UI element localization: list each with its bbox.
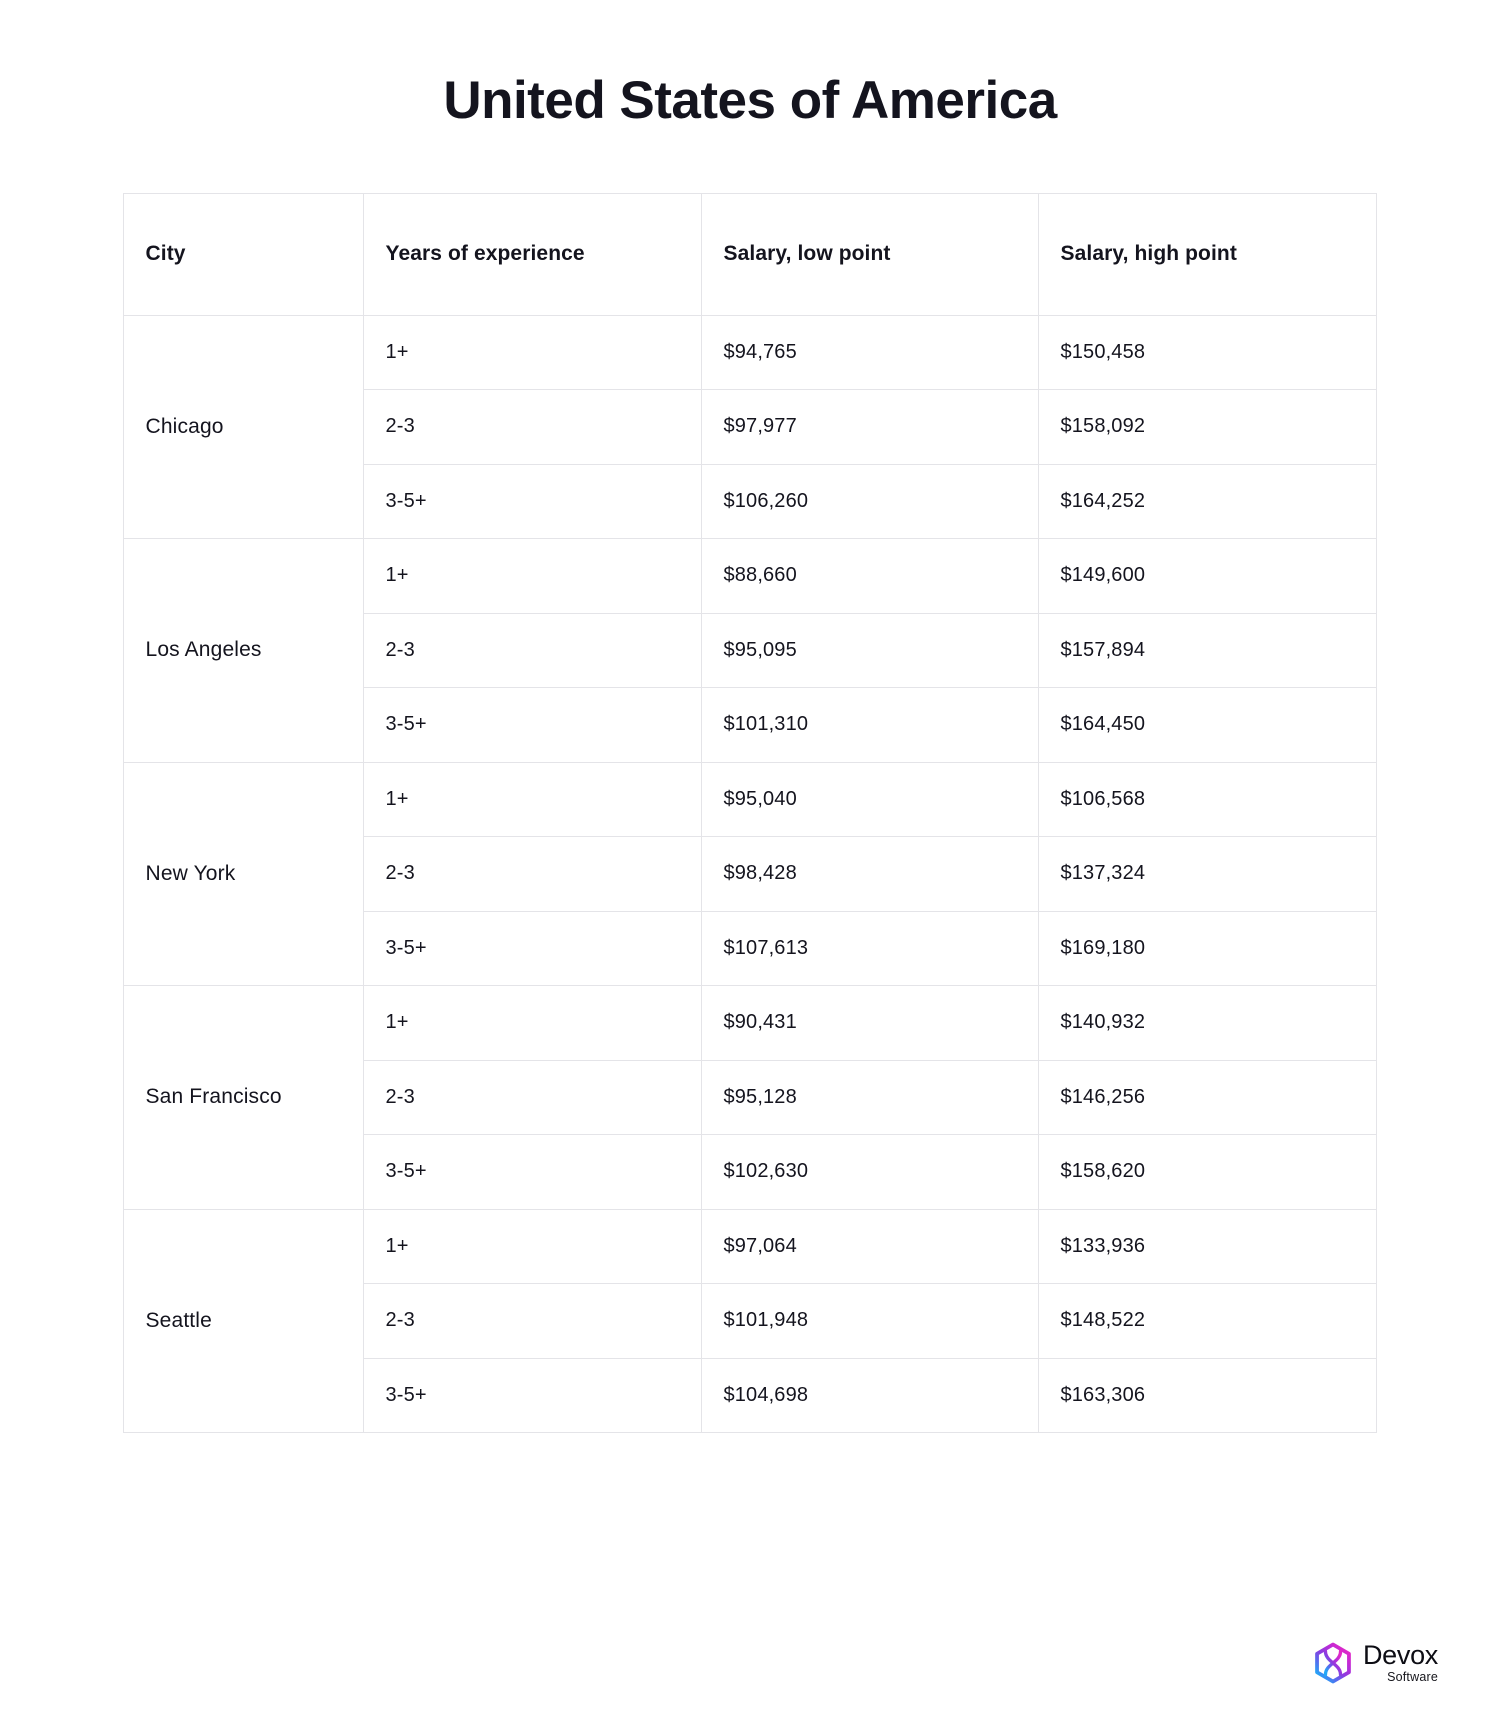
cell-salary-low: $88,660 bbox=[701, 539, 1038, 614]
cell-salary-low: $104,698 bbox=[701, 1358, 1038, 1433]
cell-experience: 2-3 bbox=[363, 613, 701, 688]
cell-salary-low: $94,765 bbox=[701, 315, 1038, 390]
cell-city: San Francisco bbox=[123, 986, 363, 1210]
cell-salary-high: $157,894 bbox=[1038, 613, 1376, 688]
column-header-experience: Years of experience bbox=[363, 193, 701, 315]
cell-salary-low: $97,977 bbox=[701, 390, 1038, 465]
cell-city: Seattle bbox=[123, 1209, 363, 1433]
cell-salary-low: $95,040 bbox=[701, 762, 1038, 837]
cell-salary-high: $164,252 bbox=[1038, 464, 1376, 539]
cell-salary-high: $163,306 bbox=[1038, 1358, 1376, 1433]
cell-salary-low: $98,428 bbox=[701, 837, 1038, 912]
cell-salary-low: $106,260 bbox=[701, 464, 1038, 539]
table-row bbox=[123, 315, 1376, 390]
cell-salary-low: $107,613 bbox=[701, 911, 1038, 986]
cell-city: Chicago bbox=[123, 315, 363, 539]
cell-experience: 2-3 bbox=[363, 390, 701, 465]
cell-experience: 2-3 bbox=[363, 837, 701, 912]
logo-subtitle: Software bbox=[1387, 1670, 1438, 1685]
cell-salary-low: $102,630 bbox=[701, 1135, 1038, 1210]
cell-experience: 3-5+ bbox=[363, 1135, 701, 1210]
column-header-city: City bbox=[123, 193, 363, 315]
logo-text-block bbox=[1363, 1642, 1438, 1684]
devox-hexagon-icon bbox=[1312, 1642, 1354, 1684]
table-row bbox=[123, 762, 1376, 837]
cell-salary-low: $101,948 bbox=[701, 1284, 1038, 1359]
cell-salary-low: $95,095 bbox=[701, 613, 1038, 688]
table-body bbox=[123, 315, 1376, 1433]
cell-salary-high: $169,180 bbox=[1038, 911, 1376, 986]
cell-salary-high: $148,522 bbox=[1038, 1284, 1376, 1359]
salary-table bbox=[123, 193, 1377, 1434]
cell-salary-high: $106,568 bbox=[1038, 762, 1376, 837]
cell-city: New York bbox=[123, 762, 363, 986]
cell-experience: 2-3 bbox=[363, 1284, 701, 1359]
devox-software-logo bbox=[1312, 1642, 1438, 1684]
table-row bbox=[123, 986, 1376, 1061]
cell-salary-high: $137,324 bbox=[1038, 837, 1376, 912]
cell-experience: 1+ bbox=[363, 315, 701, 390]
cell-salary-high: $133,936 bbox=[1038, 1209, 1376, 1284]
cell-city: Los Angeles bbox=[123, 539, 363, 763]
cell-salary-low: $101,310 bbox=[701, 688, 1038, 763]
cell-experience: 3-5+ bbox=[363, 1358, 701, 1433]
cell-salary-high: $158,092 bbox=[1038, 390, 1376, 465]
cell-experience: 1+ bbox=[363, 539, 701, 614]
salary-table-container bbox=[123, 133, 1378, 1434]
cell-experience: 3-5+ bbox=[363, 911, 701, 986]
cell-experience: 1+ bbox=[363, 1209, 701, 1284]
cell-salary-high: $158,620 bbox=[1038, 1135, 1376, 1210]
cell-salary-high: $140,932 bbox=[1038, 986, 1376, 1061]
cell-salary-high: $149,600 bbox=[1038, 539, 1376, 614]
cell-experience: 3-5+ bbox=[363, 464, 701, 539]
cell-experience: 2-3 bbox=[363, 1060, 701, 1135]
cell-experience: 1+ bbox=[363, 986, 701, 1061]
column-header-salary-low: Salary, low point bbox=[701, 193, 1038, 315]
cell-experience: 3-5+ bbox=[363, 688, 701, 763]
cell-salary-high: $150,458 bbox=[1038, 315, 1376, 390]
table-row bbox=[123, 1209, 1376, 1284]
cell-salary-high: $146,256 bbox=[1038, 1060, 1376, 1135]
logo-name: Devox bbox=[1362, 1640, 1438, 1671]
table-row bbox=[123, 539, 1376, 614]
cell-salary-high: $164,450 bbox=[1038, 688, 1376, 763]
column-header-salary-high: Salary, high point bbox=[1038, 193, 1376, 315]
cell-experience: 1+ bbox=[363, 762, 701, 837]
cell-salary-low: $97,064 bbox=[701, 1209, 1038, 1284]
table-header-row bbox=[123, 193, 1376, 315]
cell-salary-low: $95,128 bbox=[701, 1060, 1038, 1135]
cell-salary-low: $90,431 bbox=[701, 986, 1038, 1061]
table-header bbox=[123, 193, 1376, 315]
page-title: United States of America bbox=[443, 71, 1057, 130]
